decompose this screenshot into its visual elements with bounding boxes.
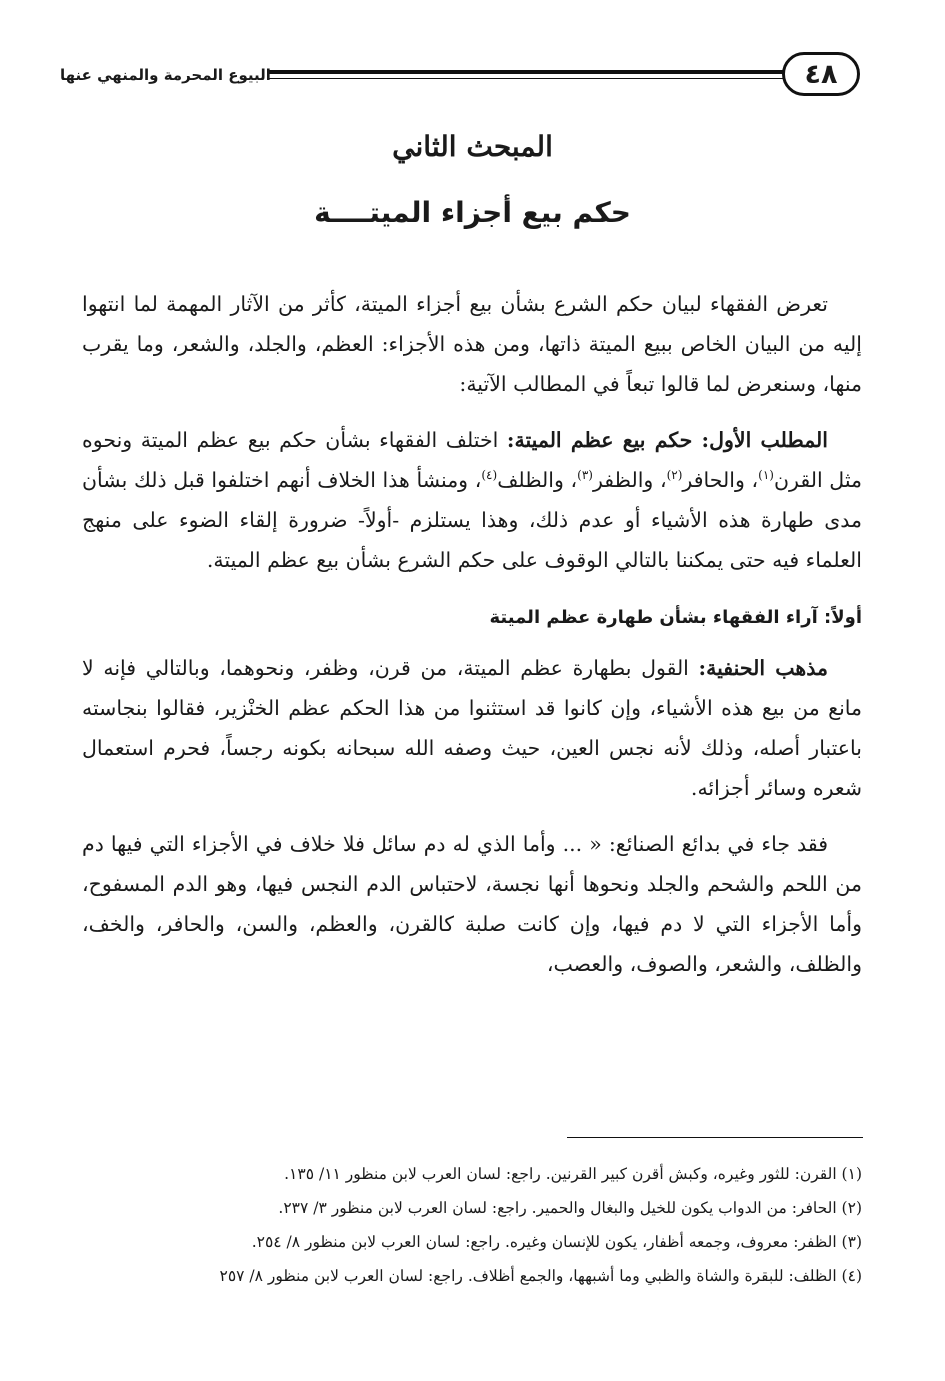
matlab-text-5: ، ومنشأ هذا الخلاف أنهم اختلفوا قبل ذلك بشأن مدى طهارة هذه الأشياء أو عدم ذلك، وهذا يستلزم -أولاً- ضرورة إلقاء الضوء على منهج العلماء فيه حتى يمكننا بالتالي الوقوف على حكم الشرع بشأن بيع عظم الميتة. — [82, 468, 862, 572]
hanafi-text: القول بطهارة عظم الميتة، من قرن، وظفر، ونحوهما، وبالتالي فإنه لا مانع من بيع هذه الأشياء، وإن كانوا قد استثنوا من هذا الحكم عظم الخنْزير، فقالوا بنجاسته باعتبار أصله، وذلك لأنه نجس العين، حيث وصفه الله سبحانه بكونه رجساً، فحرم استعمال شعره وسائر أجزائه. — [82, 656, 862, 800]
first-label: أولاً: — [824, 607, 862, 628]
section-heading: المبحث الثاني — [392, 130, 553, 163]
footnote-ref-1[interactable]: (١) — [758, 468, 774, 483]
footnotes — [82, 1157, 862, 1293]
hanafi-lead: مذهب الحنفية: — [698, 656, 828, 680]
header-rule-thick — [268, 70, 784, 74]
footnote-3: (٣) الظفر: معروف، وجمعه أظفار، يكون للإنسان وغيره. راجع: لسان العرب لابن منظور ٨/ ٢٥٤. — [251, 1233, 862, 1251]
matlab-paragraph — [82, 420, 862, 580]
matlab-text-3: ، والظفر — [592, 468, 667, 492]
first-heading: آراء الفقهاء بشأن طهارة عظم الميتة — [489, 607, 825, 628]
footnote-ref-2[interactable]: (٢) — [666, 468, 683, 483]
badai-paragraph: فقد جاء في بدائع الصنائع: « ... وأما الذي له دم سائل فلا خلاف في الأجزاء التي فيها دم من اللحم والشحم والجلد ونحوها أنها نجسة، لاحتباس الدم النجس فيها، وهو الدم المسفوح، وأما الأجزاء التي لا دم فيها، وإن كانت صلبة كالقرن، والعظم، والسن، والحافر، والخف، والظلف، والشعر، والصوف، والعصب، — [82, 832, 862, 976]
hanafi-paragraph — [82, 648, 862, 808]
running-title: البيوع المحرمة والمنهي عنها — [60, 66, 271, 84]
first-subheading — [82, 596, 862, 638]
footnote-4: (٤) الظلف: للبقرة والشاة والظبي وما أشبهها، والجمع أظلاف. راجع: لسان العرب لابن منظور ٨/ ٢٥٧ — [219, 1267, 862, 1285]
footnote-separator — [567, 1137, 863, 1138]
matlab-lead: المطلب الأول: حكم بيع عظم الميتة: — [506, 428, 828, 452]
footnote-1: (١) القرن: للثور وغيره، وكبش أقرن كبير القرنين. راجع: لسان العرب لابن منظور ١١/ ١٣٥. — [284, 1165, 862, 1183]
matlab-text-1: اختلف الفقهاء بشأن حكم بيع عظم الميتة ونحوه مثل القرن — [82, 428, 862, 492]
section-subheading: حكم بيع أجزاء الميتــــة — [314, 196, 631, 229]
matlab-text-2: ، والحافر — [682, 468, 759, 492]
footnote-2: (٢) الحافر: من الدواب يكون للخيل والبغال والحمير. راجع: لسان العرب لابن منظور ٣/ ٢٣٧. — [278, 1199, 862, 1217]
footnote-ref-3[interactable]: (٣) — [577, 468, 593, 483]
page-header — [60, 52, 860, 102]
header-rule-thin — [268, 78, 784, 79]
page-number: ٤٨ — [782, 52, 860, 96]
footnote-ref-4[interactable]: (٤) — [481, 468, 498, 483]
matlab-text-4: ، والظلف — [497, 468, 578, 492]
body-text — [82, 284, 862, 1000]
intro-paragraph: تعرض الفقهاء لبيان حكم الشرع بشأن بيع أجزاء الميتة، كأثر من الآثار المهمة لما انتهوا إليه من البيان الخاص ببيع الميتة ذاتها، ومن هذه الأجزاء: العظم، والجلد، والشعر، وما يقرب منها، وسنعرض لما قالوا تبعاً في المطالب الآتية: — [82, 292, 862, 396]
